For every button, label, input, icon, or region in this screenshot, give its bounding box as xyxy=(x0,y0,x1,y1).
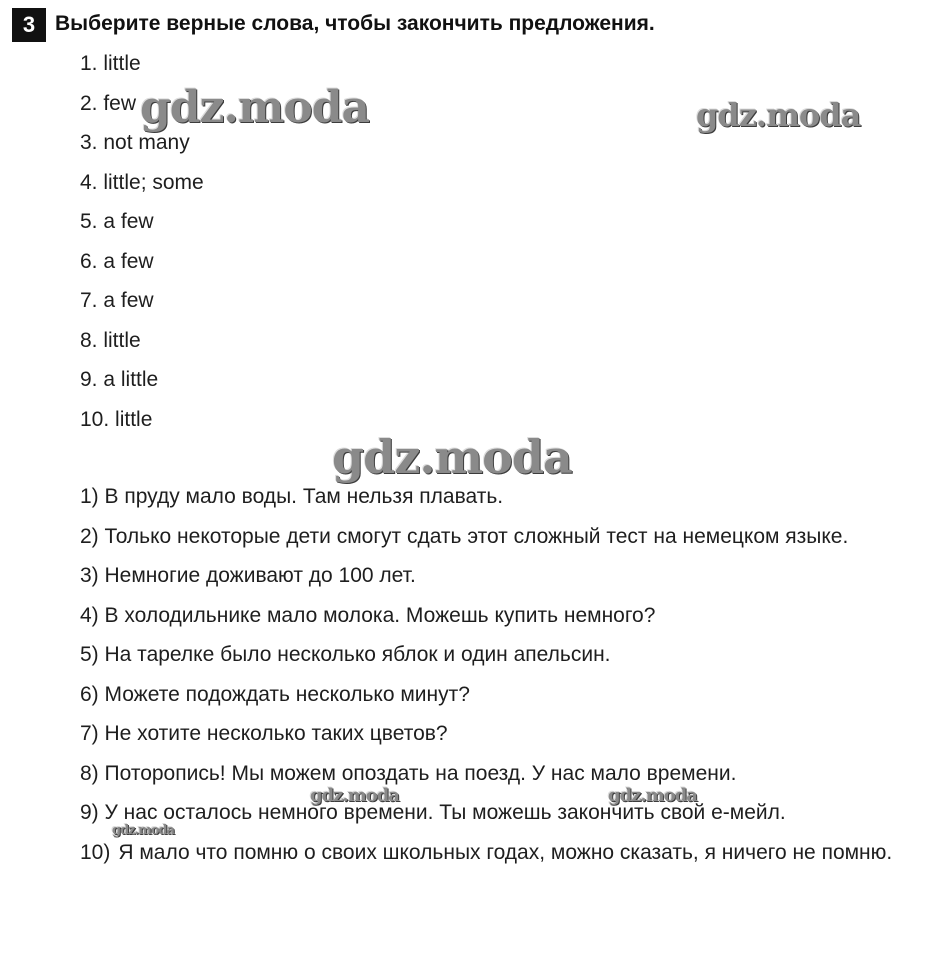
translation-item: 4) В холодильнике мало молока. Можешь купить немного? xyxy=(80,603,656,627)
watermark: gdz.moda xyxy=(310,785,399,806)
translations-list xyxy=(80,483,920,878)
watermark: gdz.moda xyxy=(332,430,572,484)
task-title: Выберите верные слова, чтобы закончить предложения. xyxy=(55,12,655,35)
answer-item: 10. little xyxy=(80,407,153,431)
answer-item: 8. little xyxy=(80,328,141,352)
answer-item: 6. a few xyxy=(80,249,154,273)
translation-item: 1) В пруду мало воды. Там нельзя плавать. xyxy=(80,485,504,508)
translation-item: 5) На тарелке было несколько яблок и один апельсин. xyxy=(80,643,611,666)
watermark: gdz.moda xyxy=(608,785,697,806)
translation-item: 8) Поторопись! Мы можем опоздать на поезд. У нас мало времени. xyxy=(80,761,737,785)
translation-number: 10) xyxy=(80,840,111,864)
answer-item: 4. little; some xyxy=(80,170,204,194)
translation-item: 7) Не хотите несколько таких цветов? xyxy=(80,722,448,745)
answer-item: 5. a few xyxy=(80,210,154,233)
answer-item: 2. few xyxy=(80,91,137,115)
watermark: gdz.moda xyxy=(696,96,861,134)
translation-item: 6) Можете подождать несколько минут? xyxy=(80,682,470,706)
answer-item: 1. little xyxy=(80,52,141,75)
task-number-badge: 3 xyxy=(12,8,46,42)
translation-item: 2) Только некоторые дети смогут сдать этот сложный тест на немецком языке. xyxy=(80,524,849,548)
answer-item: 3. not many xyxy=(80,131,190,154)
watermark: gdz.moda xyxy=(112,823,175,838)
answer-item: 9. a little xyxy=(80,368,159,391)
translation-item: 9) У нас осталось немного времени. Ты можешь закончить свой е-мейл. xyxy=(80,801,786,824)
watermark: gdz.moda xyxy=(140,82,370,133)
translation-text: Я мало что помню о своих школьных годах, можно сказать, я ничего не помню. xyxy=(118,840,893,864)
translation-item xyxy=(80,839,920,879)
answers-list xyxy=(80,50,204,445)
answer-item: 7. a few xyxy=(80,289,154,312)
translation-item: 3) Немногие доживают до 100 лет. xyxy=(80,564,416,587)
